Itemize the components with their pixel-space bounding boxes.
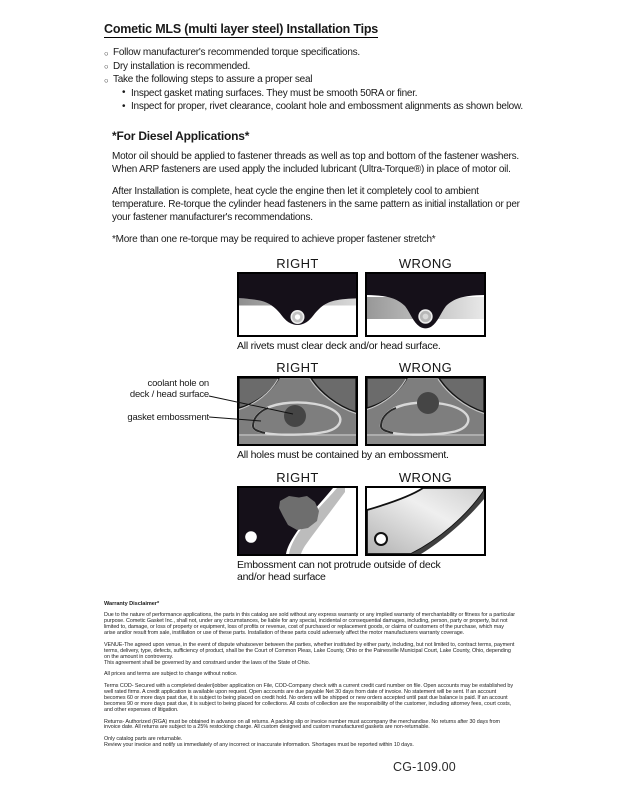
diagram-boxes [237,272,486,337]
dot-bullet-icon: • [122,87,126,98]
hole-wrong-diagram [365,376,486,446]
rivet-right-illustration [239,274,356,335]
diagram-labels [237,470,486,485]
circle-bullet-icon: ○ [104,75,109,85]
diagram-caption: All holes must be contained by an embossment. [237,449,449,461]
page-number: CG-109.00 [393,760,456,774]
warranty-disclaimer-heading: Warranty Disclaimer* [104,600,160,607]
right-label: RIGHT [276,469,319,485]
wrong-label: WRONG [398,255,453,271]
hole-wrong-illustration [367,378,484,444]
diesel-heading: *For Diesel Applications* [112,128,250,143]
diesel-applications-section [104,129,534,246]
tip-text: Inspect for proper, rivet clearance, coolant hole and embossment alignments as shown below. [131,101,523,112]
coolant-hole-icon [284,405,306,427]
list-item [104,87,534,101]
hole-right-diagram [237,376,358,446]
embossment-wrong-diagram [365,486,486,556]
list-item [104,46,534,60]
diagram-labels [237,256,486,271]
page-title-text: Cometic MLS (multi layer steel) Installation Tips [104,22,379,36]
diagram-caption: Embossment can not protrude outside of deck and/or head surface [237,558,441,583]
legal-paragraph: Terms COD- Secured with a completed dealer/jobber application on File, COD-Company check with a current credit card number on file. Open accounts may be established by well rated firms. A credit application is available upon request. Open accounts are due payable Net 30 days from date of invoice. No statement will be sent. If an account becomes 60 or more days past due, it is subject to being placed on credit hold. No orders will be shipped or new orders accepted until past due balance is paid. If an account becomes 90 or more days past due, it is subject to being placed for collections. All costs of collection are the responsibility of the customer, including attorney fees, court costs, and other expenses of litigation. [104,683,514,713]
diagram-caption: All rivets must clear deck and/or head surface. [237,339,441,352]
legal-paragraph: All prices and terms are subject to change without notice. [104,671,238,678]
right-label: RIGHT [276,255,319,271]
diesel-paragraph: *More than one re-torque may be required to achieve proper fastener stretch* [112,233,436,245]
legal-paragraph: VENUE-The agreed upon venue, in the event of dispute whatsoever between the parties, whether instituted by either party, including, but not limited to, contract terms, payment terms, delivery, type, defects, sufficiency of product, shall be the Court of Common Pleas, Lake County, Ohio or the Painesville Municipal Court, Lake County, Ohio, depending on the amount in controversy. [104,641,515,660]
rivet-right-diagram [237,272,358,337]
right-label: RIGHT [276,360,319,375]
diesel-paragraph: After Installation is complete, heat cycle the engine then let it completely cool to ambient temperature. Re-torque the cylinder head fasteners in the same pattern as initial installation or per your fastener manufacturer's recommendations. [112,185,520,223]
bolt-hole-icon [375,533,387,545]
legal-section [104,602,516,750]
diagram-labels [237,360,486,375]
list-item [104,60,534,74]
coolant-hole-label: coolant hole on deck / head surface [129,378,209,400]
diagram-row-holes [127,360,486,462]
dot-bullet-icon: • [122,100,126,112]
embossment-right-illustration [239,488,356,554]
list-item [104,73,534,87]
legal-paragraph: Returns- Authorized (RGA) must be obtained in advance on all returns. A packing slip or invoice number must accompany the merchandise. No returns after 30 days from invoice date. All returns are subject to a 25% restocking charge. All custom designed and custom manufactured gaskets are non-returnable. [104,718,500,731]
diagram-row-rivets [237,256,486,353]
circle-bullet-icon: ○ [104,48,109,58]
list-item [104,100,534,114]
embossment-wrong-illustration [367,488,484,554]
circle-bullet-icon: ○ [104,62,109,71]
gasket-embossment-label: gasket embossment [127,412,209,423]
bolt-hole-icon [245,531,257,543]
hole-right-illustration [239,378,356,444]
legal-paragraph: This agreement shall be governed by and construed under the laws of the State of Ohio. [104,659,311,666]
installation-tips-list [104,46,534,114]
rivet-wrong-illustration [367,274,484,335]
diagram-boxes [237,486,486,556]
wrong-label: WRONG [398,469,453,485]
diagram-row-embossment [237,470,486,584]
diagram-area [127,255,486,584]
rivet-wrong-diagram [365,272,486,337]
coolant-hole-icon [417,392,439,414]
tip-text: Inspect gasket mating surfaces. They must be smooth 50RA or finer. [131,87,418,99]
diesel-paragraph: Motor oil should be applied to fastener threads as well as top and bottom of the fastener washers. When ARP fasteners are used apply the included lubricant (Ultra-Torque®) in place of motor oil. [112,150,519,175]
page-title [104,22,534,38]
wrong-label: WRONG [398,360,453,375]
diagram-boxes [237,376,486,446]
legal-paragraph: Due to the nature of performance applications, the parts in this catalog are sold without any express warranty or any implied warranty of merchantability or fitness for a particular purpose. Cometic Gasket Inc., shall not, under any circumstances, be liable for any special, incidental or consequential damages, including, person, party or property, but not limited to, damage, or loss of property or equipment, loss of profits or revenue, cost of purchased or replacement goods, or claims of customers of the purchase, which may arise and/or result from sale, instillation or use of these parts. Installation of these parts could adversely affect the motor manufacturers warranty coverage. [104,612,516,637]
tip-text: Take the following steps to assure a proper seal [113,74,313,85]
legal-paragraph: Review your invoice and notify us immediately of any incorrect or inaccurate information. Shortages must be reported within 10 days. [104,742,414,749]
tip-text: Follow manufacturer's recommended torque specifications. [113,47,360,58]
embossment-right-diagram [237,486,358,556]
tip-text: Dry installation is recommended. [113,60,251,72]
page-content [104,22,534,749]
legal-paragraph: Only catalog parts are returnable. [104,736,183,743]
